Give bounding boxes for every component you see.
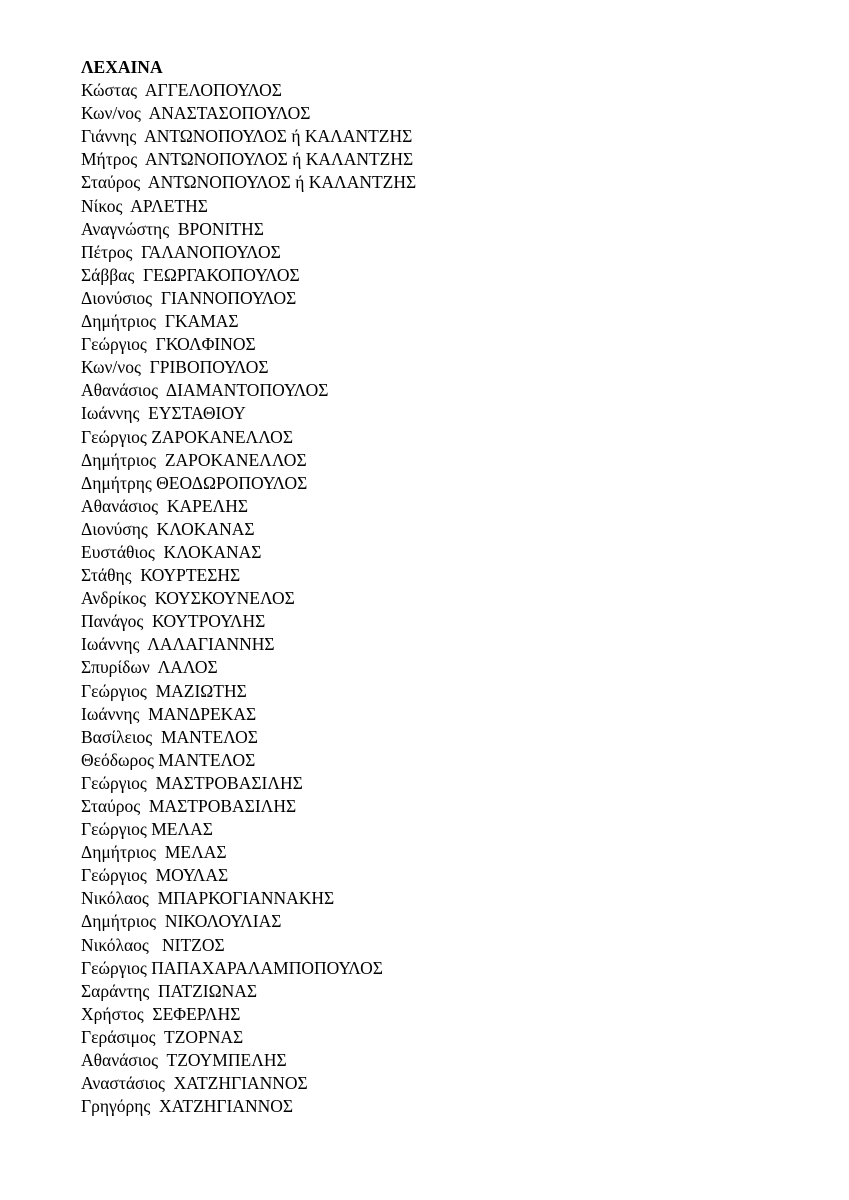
- name-entry: Γεώργιος ΜΑΖΙΩΤΗΣ: [81, 680, 247, 701]
- name-entry: Γεράσιμος ΤΖΟΡΝΑΣ: [81, 1026, 244, 1047]
- document-heading: ΛΕΧΑΙΝΑ: [81, 57, 163, 77]
- name-entry: Αθανάσιος ΚΑΡΕΛΗΣ: [81, 495, 249, 516]
- name-entry: Δημήτριος ΝΙΚΟΛΟΥΛΙΑΣ: [81, 911, 282, 932]
- name-entry: Χρήστος ΣΕΦΕΡΛΗΣ: [81, 1003, 241, 1024]
- name-entry: Γεώργιος ΜΕΛΑΣ: [81, 819, 213, 840]
- name-entry: Πέτρος ΓΑΛΑΝΟΠΟΥΛΟΣ: [81, 241, 281, 262]
- name-entry: Αναστάσιος ΧΑΤΖΗΓΙΑΝΝΟΣ: [81, 1073, 308, 1094]
- name-entry: Ιωάννης ΛΑΛΑΓΙΑΝΝΗΣ: [81, 634, 275, 655]
- name-entry: Μήτρος ΑΝΤΩΝΟΠΟΥΛΟΣ ή ΚΑΛΑΝΤΖΗΣ: [81, 149, 414, 170]
- name-entry: Γεώργιος ΜΟΥΛΑΣ: [81, 865, 229, 886]
- name-entry: Σάββας ΓΕΩΡΓΑΚΟΠΟΥΛΟΣ: [81, 264, 300, 285]
- name-entry: Γιάννης ΑΝΤΩΝΟΠΟΥΛΟΣ ή ΚΑΛΑΝΤΖΗΣ: [81, 126, 413, 147]
- name-entry: Σταύρος ΜΑΣΤΡΟΒΑΣΙΛΗΣ: [81, 796, 297, 816]
- name-entry: Ευστάθιος ΚΛΟΚΑΝΑΣ: [81, 541, 262, 562]
- name-entry: Δημήτριος ΓΚΑΜΑΣ: [81, 311, 239, 332]
- name-entry: Κώστας ΑΓΓΕΛΟΠΟΥΛΟΣ: [81, 80, 282, 101]
- name-entry: Δημήτριος ΖΑΡΟΚΑΝΕΛΛΟΣ: [81, 449, 307, 470]
- names-list: [81, 79, 416, 1118]
- name-entry: Δημήτρης ΘΕΟΔΩΡΟΠΟΥΛΟΣ: [81, 472, 308, 493]
- name-entry: Γεώργιος ΓΚΟΛΦΙΝΟΣ: [81, 334, 256, 355]
- name-entry: Γεώργιος ΠΑΠΑΧΑΡΑΛΑΜΠΟΠΟΥΛΟΣ: [81, 957, 383, 978]
- name-entry: Σαράντης ΠΑΤΖΙΩΝΑΣ: [81, 980, 258, 1001]
- name-entry: Ιωάννης ΕΥΣΤΑΘΙΟΥ: [81, 403, 246, 424]
- name-entry: Νικόλαος ΝΙΤΖΟΣ: [81, 934, 225, 955]
- name-entry: Στάθης ΚΟΥΡΤΕΣΗΣ: [81, 565, 241, 586]
- name-entry: Αθανάσιος ΔΙΑΜΑΝΤΟΠΟΥΛΟΣ: [81, 380, 329, 401]
- name-entry: Νίκος ΑΡΛΕΤΗΣ: [81, 195, 208, 216]
- name-entry: Σπυρίδων ΛΑΛΟΣ: [81, 657, 218, 678]
- name-entry: Ιωάννης ΜΑΝΔΡΕΚΑΣ: [81, 703, 257, 724]
- name-entry: Γεώργιος ΖΑΡΟΚΑΝΕΛΛΟΣ: [81, 426, 293, 447]
- name-entry: Γεώργιος ΜΑΣΤΡΟΒΑΣΙΛΗΣ: [81, 772, 303, 793]
- name-entry: Θεόδωρος ΜΑΝΤΕΛΟΣ: [81, 749, 256, 770]
- name-entry: Αναγνώστης ΒΡΟΝΙΤΗΣ: [81, 218, 264, 239]
- name-entry: Πανάγος ΚΟΥΤΡΟΥΛΗΣ: [81, 611, 266, 632]
- name-entry: Βασίλειος ΜΑΝΤΕΛΟΣ: [81, 726, 258, 747]
- name-entry: Κων/νος ΑΝΑΣΤΑΣΟΠΟΥΛΟΣ: [81, 103, 311, 124]
- document-body: [81, 56, 416, 1118]
- name-entry: Γρηγόρης ΧΑΤΖΗΓΙΑΝΝΟΣ: [81, 1096, 294, 1117]
- name-entry: Κων/νος ΓΡΙΒΟΠΟΥΛΟΣ: [81, 357, 269, 378]
- name-entry: Ανδρίκος ΚΟΥΣΚΟΥΝΕΛΟΣ: [81, 588, 295, 609]
- name-entry: Νικόλαος ΜΠΑΡΚΟΓΙΑΝΝΑΚΗΣ: [81, 888, 335, 909]
- name-entry: Διονύσης ΚΛΟΚΑΝΑΣ: [81, 518, 255, 539]
- name-entry: Δημήτριος ΜΕΛΑΣ: [81, 842, 227, 863]
- name-entry: Αθανάσιος ΤΖΟΥΜΠΕΛΗΣ: [81, 1050, 287, 1071]
- name-entry: Διονύσιος ΓΙΑΝΝΟΠΟΥΛΟΣ: [81, 287, 297, 308]
- name-entry: Σταύρος ΑΝΤΩΝΟΠΟΥΛΟΣ ή ΚΑΛΑΝΤΖΗΣ: [81, 172, 417, 193]
